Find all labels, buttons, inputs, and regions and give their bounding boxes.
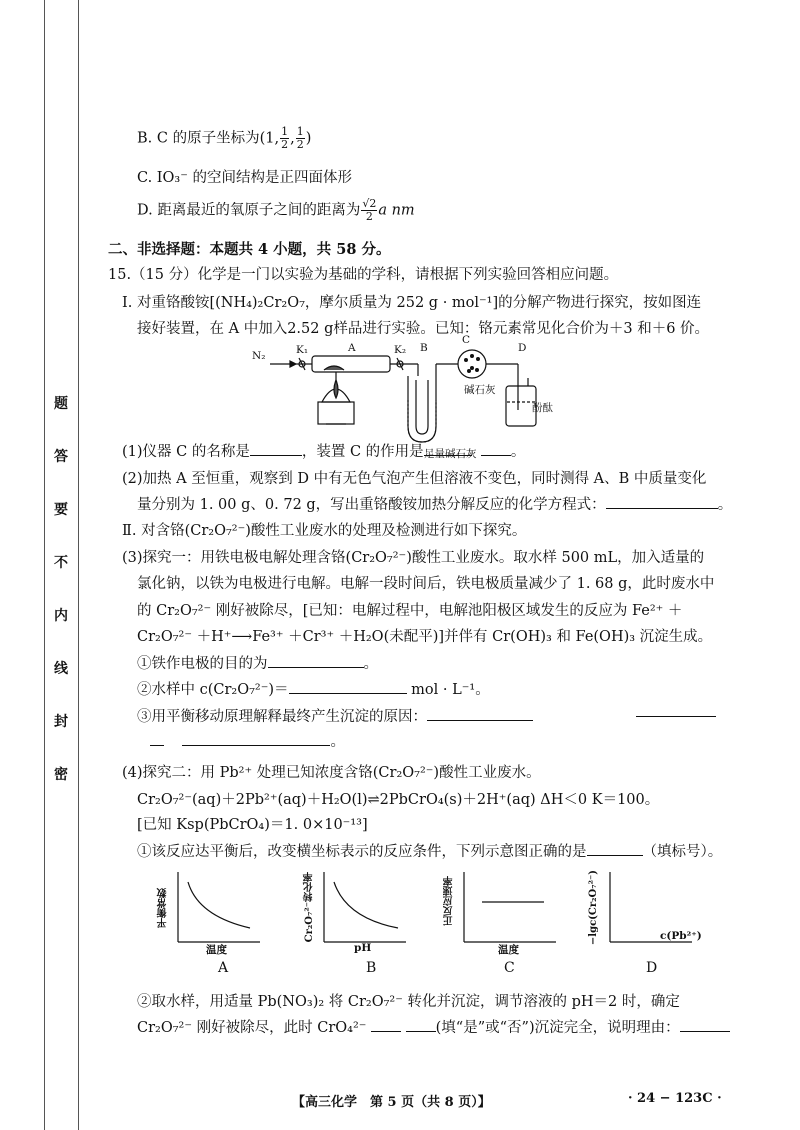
q15-intro: 15.（15 分）化学是一门以实验为基础的学科，请根据下列实验回答相应问题。 <box>108 267 619 283</box>
chart-d-option: D <box>646 960 658 976</box>
label-c: C <box>462 334 471 346</box>
label-d: D <box>518 342 527 354</box>
binding-line-right <box>78 0 79 1130</box>
q15-2-line2: 量分别为 1. 00 g、0. 72 g，写出重铬酸铵加热分解反应的化学方程式： 。 <box>137 497 733 513</box>
label-k1: K₁ <box>296 344 309 356</box>
chart-a <box>150 868 280 976</box>
seal-char: 密 <box>54 767 68 783</box>
equation-blank[interactable] <box>606 508 718 509</box>
answer-blank[interactable] <box>371 1031 401 1032</box>
q15-3-3-blank2[interactable] <box>636 705 716 721</box>
q15-4-equation: Cr₂O₇²⁻(aq)＋2Pb²⁺(aq)＋H₂O(l)⇌2PbCrO₄(s)＋2H⁺(aq) ΔH＜0 K＝100。 <box>137 792 660 808</box>
chart-b-xlabel: pH <box>354 942 372 954</box>
label-n2: N₂ <box>252 350 266 362</box>
q15-4-1: ①该反应达平衡后，改变横坐标表示的反应条件，下列示意图正确的是 （填标号）。 <box>137 844 723 860</box>
chart-d-plot <box>582 868 712 968</box>
q15-4-2-line1: ②取水样，用适量 Pb(NO₃)₂ 将 Cr₂O₇²⁻ 转化并沉淀，调节溶液的 pH＝2 时，确定 <box>137 994 680 1010</box>
curve-decreasing <box>334 882 398 928</box>
seal-char: 线 <box>54 661 68 677</box>
chart-c <box>436 868 576 976</box>
chart-b-ylabel: Cr₂O₇²⁻转化率 <box>304 872 315 943</box>
seal-char: 题 <box>54 396 68 412</box>
chart-d-xlabel: c(Pb²⁺) <box>660 930 702 942</box>
answer-blank[interactable] <box>406 1031 436 1032</box>
answer-blank[interactable] <box>481 455 511 456</box>
q15-3-line4: Cr₂O₇²⁻ ＋H⁺⟶Fe³⁺ ＋Cr³⁺ ＋H₂O(未配平)]并伴有 Cr(OH)₃ 和 Fe(OH)₃ 沉淀生成。 <box>137 629 713 645</box>
option-b: B. C 的原子坐标为(1, $\frac{1}{2}$ , $\frac{1}{2}$ ) <box>137 125 312 151</box>
seal-char: 要 <box>54 502 68 518</box>
section-title: 二、非选择题：本题共 4 小题，共 58 分。 <box>108 241 391 258</box>
seal-char: 答 <box>54 449 68 465</box>
q15-3-line2: 氯化钠，以铁为电极进行电解。电解一段时间后，铁电极质量减少了 1. 68 g，此时废水中 <box>137 576 715 592</box>
footer-page-info: 【高三化学 第 5 页（共 8 页）】 <box>292 1095 491 1110</box>
seal-char: 不 <box>54 555 68 571</box>
fraction: $\frac{√2}{2}$ <box>362 197 377 223</box>
chart-c-option: C <box>504 960 515 976</box>
chart-a-xlabel: 温度 <box>206 944 227 956</box>
q15-3-1: ①铁作电极的目的为 。 <box>137 656 378 672</box>
chart-b-option: B <box>366 960 377 976</box>
label-a: A <box>348 342 356 354</box>
answer-blank[interactable] <box>150 745 164 746</box>
option-b-text: B. C 的原子坐标为(1, <box>137 130 280 147</box>
label-phenolphthalein: 酚酞 <box>532 402 553 414</box>
q15-part2: Ⅱ. 对含铬(Cr₂O₇²⁻)酸性工业废水的处理及检测进行如下探究。 <box>122 523 527 539</box>
q15-1: (1)仪器 C 的名称是 ，装置 C 的作用是 。 <box>122 444 526 460</box>
q15-3-line1: (3)探究一：用铁电极电解处理含铬(Cr₂O₇²⁻)酸性工业废水。取水样 500 mL，加入适量的 <box>122 550 705 566</box>
label-k2: K₂ <box>394 344 407 356</box>
apparatus-drawing <box>252 340 552 452</box>
binding-line-left <box>44 0 45 1130</box>
q15-part1-line1: Ⅰ. 对重铬酸铵[(NH₄)₂Cr₂O₇，摩尔质量为 252 g · mol⁻¹]的分解产物进行探究，按如图连 <box>122 295 702 311</box>
label-excess-soda-lime: 足量碱石灰 <box>424 448 477 460</box>
q15-3-3: ③用平衡移动原理解释最终产生沉淀的原因： <box>137 705 533 726</box>
option-d: D. 距离最近的氧原子之间的距离为 $\frac{√2}{2}$ a nm <box>137 197 415 223</box>
label-b: B <box>420 342 428 354</box>
answer-blank[interactable] <box>182 745 330 746</box>
fraction: $\frac{1}{2}$ <box>281 125 289 151</box>
chart-c-xlabel: 温度 <box>498 944 519 956</box>
fraction: $\frac{1}{2}$ <box>296 125 304 151</box>
answer-blank[interactable] <box>250 455 302 456</box>
seal-char: 内 <box>54 608 68 624</box>
label-soda-lime: 碱石灰 <box>464 384 496 396</box>
q15-4-line1: (4)探究二：用 Pb²⁺ 处理已知浓度含铬(Cr₂O₇²⁻)酸性工业废水。 <box>122 765 541 781</box>
seal-char: 封 <box>54 714 68 730</box>
answer-blank[interactable] <box>680 1031 730 1032</box>
chart-d <box>582 868 712 976</box>
chart-a-ylabel: 平衡常数 <box>158 888 169 928</box>
chart-d-ylabel: −lgc(Cr₂O₇²⁻) <box>588 870 599 946</box>
option-c: C. IO₃⁻ 的空间结构是正四面体形 <box>137 170 352 186</box>
q15-4-2-line2: Cr₂O₇²⁻ 刚好被除尽，此时 CrO₄²⁻ (填“是”或“否”)沉淀完全，说明理由： <box>137 1016 730 1037</box>
q15-3-3-line2: 。 <box>150 730 345 751</box>
chart-a-option: A <box>218 960 229 976</box>
answer-blank[interactable] <box>424 455 472 456</box>
q15-4-ksp: [已知 Ksp(PbCrO₄)＝1. 0×10⁻¹³] <box>137 817 368 833</box>
q15-3-line3: 的 Cr₂O₇²⁻ 刚好被除尽，[已知：电解过程中，电解池阳极区域发生的反应为 Fe²⁺ ＋ <box>137 603 683 619</box>
answer-blank[interactable] <box>587 855 643 856</box>
answer-blank[interactable] <box>427 720 533 721</box>
curve-decreasing <box>188 882 250 928</box>
chart-b <box>296 868 426 976</box>
answer-blank[interactable] <box>268 667 364 668</box>
q15-part1-line2: 接好装置，在 A 中加入2.52 g样品进行实验。已知：铬元素常见化合价为＋3 和＋6 价。 <box>137 321 710 337</box>
chart-c-ylabel: 正反应速率 <box>444 876 455 926</box>
q15-3-2: ②水样中 c(Cr₂O₇²⁻)＝ mol · L⁻¹。 <box>137 682 490 698</box>
answer-blank[interactable] <box>289 693 407 694</box>
footer-code: · 24 − 123C · <box>628 1091 722 1106</box>
q15-2-line1: (2)加热 A 至恒重，观察到 D 中有无色气泡产生但溶液不变色，同时测得 A、B 中质量变化 <box>122 471 707 487</box>
